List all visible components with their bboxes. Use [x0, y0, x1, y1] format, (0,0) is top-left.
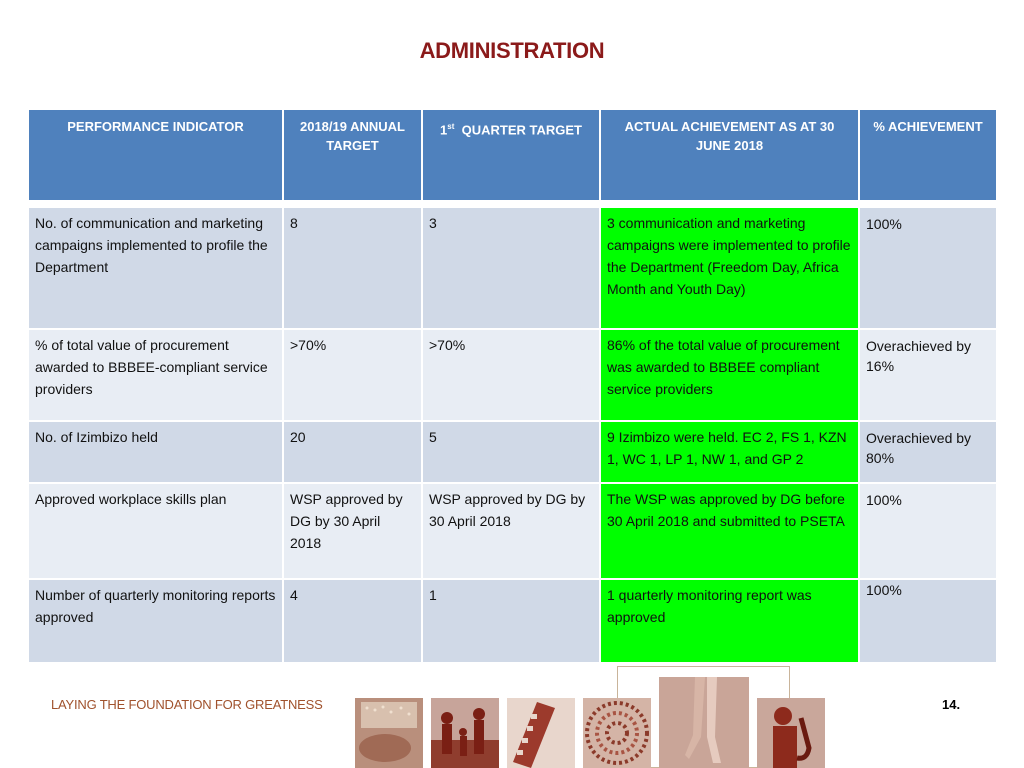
page-number: 14.: [942, 697, 961, 712]
header-quarter-target: 1st QUARTER TARGET: [423, 110, 601, 200]
actual-achievement-cell: 3 communication and marketing campaigns were implemented to profile the Department (Freedom Day, Africa Month and Youth Day): [601, 208, 860, 328]
page-title: ADMINISTRATION: [419, 38, 605, 63]
actual-achievement-cell: 9 Izimbizo were held. EC 2, FS 1, KZN 1, WC 1, LP 1, NW 1, and GP 2: [601, 422, 860, 482]
performance-table: [29, 110, 996, 664]
annual-target-cell: 4: [284, 580, 423, 662]
saxophone-player-photo: [757, 698, 825, 768]
beadwork-photo: [583, 698, 651, 768]
annual-target-cell: WSP approved by DG by 30 April 2018: [284, 484, 423, 578]
indicator-cell: No. of Izimbizo held: [29, 422, 284, 482]
percent-achievement-cell: Overachieved by 16%: [860, 330, 996, 420]
table-row: [29, 208, 996, 330]
quarter-target-cell: 1: [423, 580, 601, 662]
table-row: [29, 580, 996, 664]
table-row: [29, 422, 996, 484]
header-percent-achievement: % ACHIEVEMENT: [860, 110, 996, 200]
indicator-cell: Number of quarterly monitoring reports approved: [29, 580, 284, 662]
family-photo: [431, 698, 499, 768]
quarter-target-cell: WSP approved by DG by 30 April 2018: [423, 484, 601, 578]
footer-tagline: LAYING THE FOUNDATION FOR GREATNESS: [51, 697, 323, 712]
actual-achievement-cell: The WSP was approved by DG before 30 April 2018 and submitted to PSETA: [601, 484, 860, 578]
actual-achievement-cell: 86% of the total value of procurement was awarded to BBBEE compliant service providers: [601, 330, 860, 420]
annual-target-cell: 20: [284, 422, 423, 482]
ballet-shoes-photo: [659, 677, 749, 768]
percent-achievement-cell: 100%: [860, 208, 996, 328]
braille-reading-photo: [355, 698, 423, 768]
quarter-target-cell: 5: [423, 422, 601, 482]
table-row: [29, 330, 996, 422]
annual-target-cell: >70%: [284, 330, 423, 420]
annual-target-cell: 8: [284, 208, 423, 328]
percent-achievement-cell: Overachieved by 80%: [860, 422, 996, 482]
indicator-cell: Approved workplace skills plan: [29, 484, 284, 578]
header-performance-indicator: PERFORMANCE INDICATOR: [29, 110, 284, 200]
actual-achievement-cell: 1 quarterly monitoring report was approved: [601, 580, 860, 662]
percent-achievement-cell: 100%: [860, 484, 996, 578]
percent-achievement-cell: 100%: [860, 580, 996, 662]
quarter-target-cell: 3: [423, 208, 601, 328]
table-header-row: [29, 110, 996, 200]
film-strip-photo: [507, 698, 575, 768]
indicator-cell: No. of communication and marketing campaigns implemented to profile the Department: [29, 208, 284, 328]
header-annual-target: 2018/19 ANNUAL TARGET: [284, 110, 423, 200]
table-row: [29, 484, 996, 580]
indicator-cell: % of total value of procurement awarded to BBBEE-compliant service providers: [29, 330, 284, 420]
quarter-target-cell: >70%: [423, 330, 601, 420]
header-actual-achievement: ACTUAL ACHIEVEMENT AS AT 30 JUNE 2018: [601, 110, 860, 200]
